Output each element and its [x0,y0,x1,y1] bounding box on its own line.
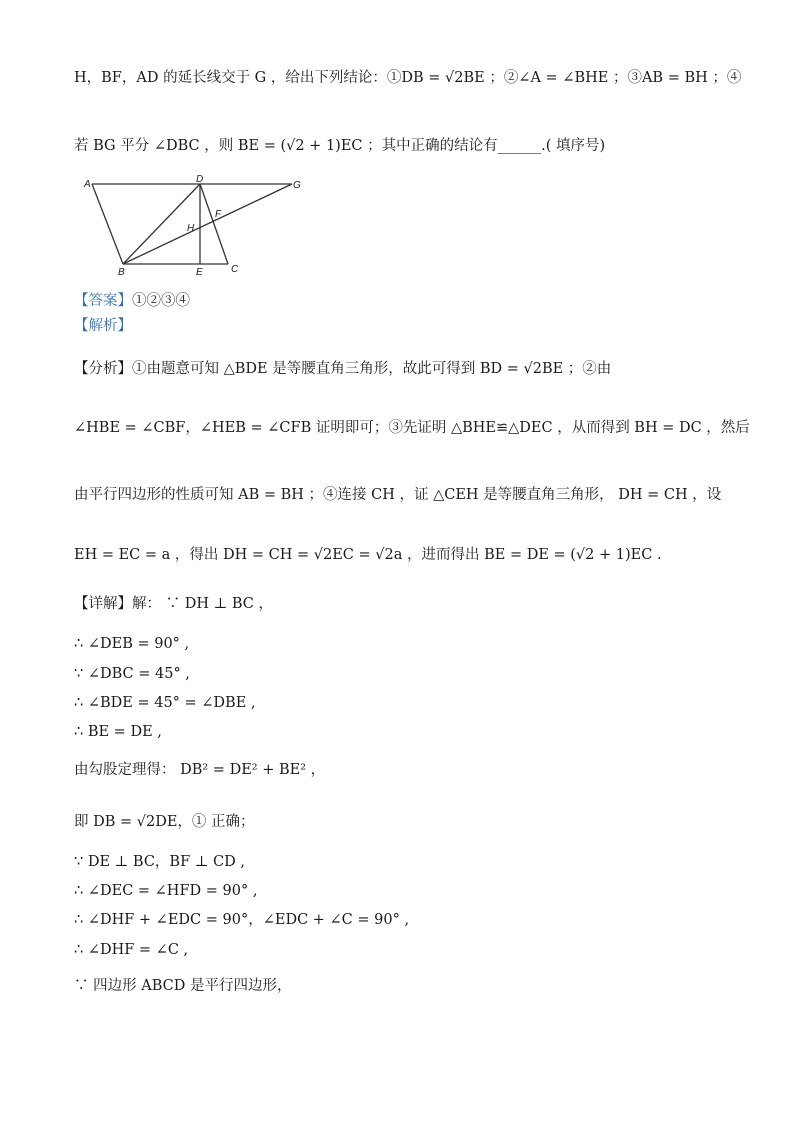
analysis-line-1: 【分析】①由题意可知 △BDE 是等腰直角三角形，故此可得到 BD = √2BE ；②由 [74,361,612,377]
detail-line-11: ∴ ∠DHF = ∠C , [74,942,189,958]
analysis-line-4: EH = EC = a ，得出 DH = CH = √2EC = √2a ，进而得出 BE = DE = (√2 + 1)EC . [74,547,662,563]
detail-line-4: ∴ ∠BDE = 45° = ∠DBE , [74,695,256,711]
label-a: A [84,179,91,190]
label-b: B [118,267,125,277]
label-e: E [196,267,203,277]
detail-line-5: ∴ BE = DE , [74,724,162,740]
label-d: D [196,174,204,185]
detail-line-7: 即 DB = √2DE，① 正确； [74,814,255,830]
problem-line-1: H，BF，AD 的延长线交于 G ，给出下列结论：①DB = √2BE ；②∠A = ∠BHE ；③AB = BH ；④ [74,70,742,86]
problem-line-2: 若 BG 平分 ∠DBC ，则 BE = (√2 + 1)EC ；其中正确的结论有______.( 填序号) [74,138,606,154]
detail-line-2: ∴ ∠DEB = 90° , [74,636,190,652]
detail-line-3: ∵ ∠DBC = 45° , [74,666,190,682]
label-g: G [293,180,301,191]
answer-text: ①②③④ [132,293,190,309]
detail-line-6: 由勾股定理得： DB² = DE² + BE² ， [74,762,326,778]
answer-tag: 【答案】 [74,293,132,309]
analysis-heading: 【解析】 [74,318,132,334]
detail-line-9: ∴ ∠DEC = ∠HFD = 90° , [74,883,258,899]
label-f: F [215,209,222,220]
analysis-line-3: 由平行四边形的性质可知 AB = BH ；④连接 CH ，证 △CEH 是等腰直角三角形， DH = CH ，设 [74,487,722,503]
detail-line-8: ∵ DE ⊥ BC，BF ⊥ CD , [74,854,245,870]
detail-line-10: ∴ ∠DHF + ∠EDC = 90°，∠EDC + ∠C = 90° , [74,912,410,928]
detail-line-12: ∵ 四边形 ABCD 是平行四边形， [74,978,292,994]
answer-line [74,291,190,311]
label-h: H [187,223,195,234]
analysis-line-2: ∠HBE = ∠CBF，∠HEB = ∠CFB 证明即可；③先证明 △BHE≌△DEC ，从而得到 BH = DC ，然后 [74,420,750,436]
geometry-figure [80,172,310,277]
detail-line-1: 【详解】解： ∵ DH ⊥ BC ， [74,596,273,612]
label-c: C [231,264,239,275]
